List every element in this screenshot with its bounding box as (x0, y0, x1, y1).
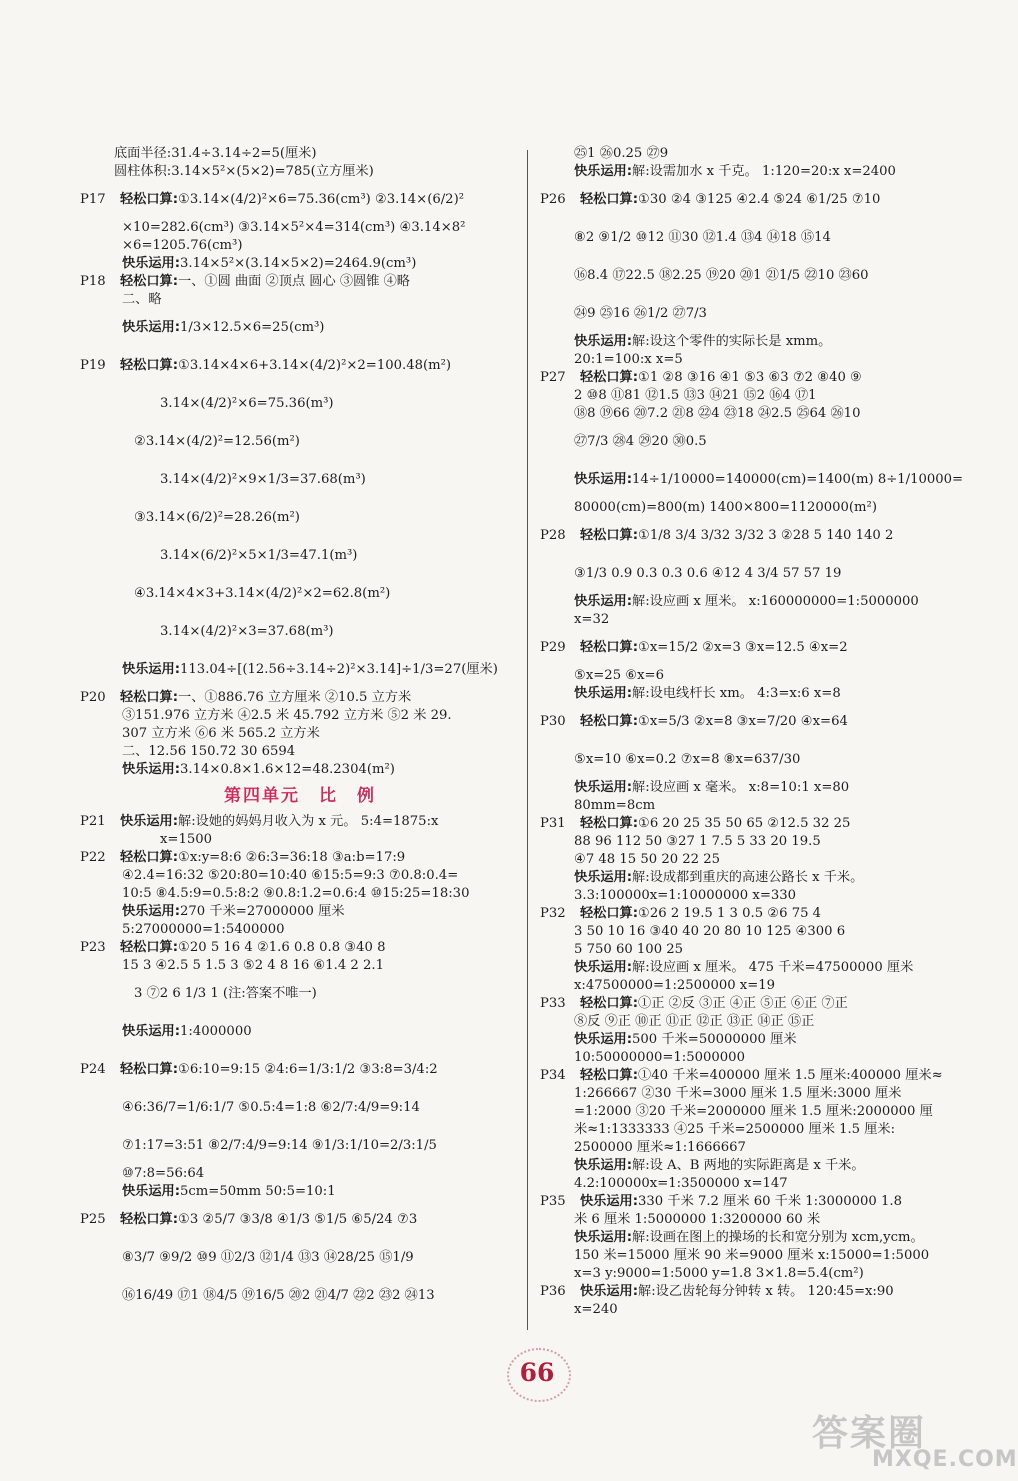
answer-line (540, 667, 970, 685)
answer-line (540, 941, 970, 959)
answer-line (540, 1103, 970, 1121)
answer-text: ⑦1:17=3:51 ⑧2/7:4/9=9:14 ⑨1/3:1/10=2/3:1/5 (122, 1138, 437, 1153)
answer-line (540, 611, 970, 629)
answer-line (540, 703, 970, 741)
answer-text: 2 ⑩8 ⑪81 ⑫1.5 ⑬3 ⑭21 ⑮2 ⑯4 ⑰1 (574, 388, 817, 403)
page-ref: P18 (80, 274, 106, 289)
answer-line (80, 499, 520, 537)
answer-label: 轻松口算: (120, 940, 179, 955)
answer-text: ①30 ②4 ③125 ④2.4 ⑤24 ⑥1/25 ⑦10 (638, 192, 881, 207)
answer-text: ①3.14×4×6+3.14×(4/2)²×2=100.48(m²) (178, 358, 452, 373)
answer-text: ×10=282.6(cm³) ③3.14×5²×4=314(cm³) ④3.14×8² (122, 220, 466, 235)
answer-line (540, 1247, 970, 1265)
answer-line (540, 1085, 970, 1103)
answer-line (540, 869, 970, 887)
column-divider (527, 150, 528, 1330)
answer-line (80, 1165, 520, 1183)
answer-line (540, 145, 970, 163)
page-ref: P19 (80, 358, 106, 373)
answer-line (80, 385, 520, 423)
answer-line (540, 887, 970, 905)
answer-text: =1:2000 ③20 千米=2000000 厘米 1.5 厘米:2000000 厘 (574, 1104, 933, 1119)
watermark (812, 1405, 1018, 1475)
answer-line (80, 145, 520, 163)
answer-text: 10:5 ⑧4.5:9=0.5:8:2 ⑨0.8:1.2=0.6:4 ⑩15:25=18:30 (122, 886, 470, 901)
answer-line (80, 273, 520, 291)
answer-line (540, 1139, 970, 1157)
answer-text: ①x:y=8:6 ②6:3=36:18 ③a:b=17:9 (178, 850, 406, 865)
answer-text: x=3 y:9000=1:5000 y=1.8 3×1.8=5.4(cm²) (574, 1266, 864, 1281)
answer-label: 轻松口算: (580, 192, 639, 207)
answer-label: 快乐运用: (122, 662, 181, 677)
answer-line (80, 725, 520, 743)
answer-text: ③151.976 立方米 ④2.5 米 45.792 立方米 ⑤2 米 29. (122, 708, 452, 723)
answer-text: ①3 ②5/7 ③3/8 ④1/3 ⑤1/5 ⑥5/24 ⑦3 (178, 1212, 418, 1227)
answer-line (80, 237, 520, 255)
watermark-title: 答案圈 (812, 1413, 927, 1454)
answer-line (80, 575, 520, 613)
answer-text: ④6:36/7=1/6:1/7 ⑤0.5:4=1:8 ⑥2/7:4/9=9:14 (122, 1100, 420, 1115)
answer-text: 米≈1:1333333 ④25 千米=2500000 厘米 1.5 厘米: (574, 1122, 896, 1137)
answer-line (80, 461, 520, 499)
answer-text: 5 750 60 100 25 (574, 942, 684, 957)
answer-text: ④3.14×4×3+3.14×(4/2)²×2=62.8(m²) (134, 586, 391, 601)
answer-line (80, 1201, 520, 1239)
answer-label: 快乐运用: (574, 1230, 633, 1245)
answer-text: 解:设她的妈妈月收入为 x 元。 5:4=1875:x (178, 814, 439, 829)
answer-line (80, 309, 520, 347)
answer-line (80, 849, 520, 867)
answer-label: 快乐运用: (574, 870, 633, 885)
answer-text: 3.14×(4/2)²×6=75.36(m³) (160, 396, 334, 411)
answer-line (80, 255, 520, 273)
answer-text: 2500000 厘米≈1:1666667 (574, 1140, 746, 1155)
answer-line (80, 613, 520, 651)
answer-text: 5cm=50mm 50:5=10:1 (180, 1184, 336, 1199)
answer-text: 80mm=8cm (574, 798, 656, 813)
answer-line (540, 1229, 970, 1247)
answer-text: ①1/8 3/4 3/32 3/32 3 ②28 5 140 140 2 (638, 528, 894, 543)
answer-text: ⑧3/7 ⑨9/2 ⑩9 ⑪2/3 ⑫1/4 ⑬3 ⑭28/25 ⑮1/9 (122, 1250, 414, 1265)
answer-text: ⑱8 ⑲66 ⑳7.2 ㉑8 ㉒4 ㉓18 ㉔2.5 ㉕64 ㉖10 (574, 406, 861, 421)
answer-text: 80000(cm)=800(m) 1400×800=1120000(m²) (574, 500, 877, 515)
answer-label: 快乐运用: (580, 1194, 639, 1209)
unit-heading: 第四单元 比 例 (224, 786, 376, 806)
page-ref: P24 (80, 1062, 106, 1077)
answer-text: 底面半径:31.4÷3.14÷2=5(厘米) (114, 146, 317, 161)
answer-text: 二、略 (122, 292, 162, 307)
answer-line (80, 1127, 520, 1165)
answer-text: 解:设乙齿轮每分钟转 x 转。 120:45=x:90 (638, 1284, 894, 1299)
answer-line (540, 181, 970, 219)
answer-line (540, 1049, 970, 1067)
answer-line (540, 959, 970, 977)
answer-line (80, 1089, 520, 1127)
answer-line (540, 1031, 970, 1049)
page-number-text: 66 (519, 1358, 555, 1387)
answer-label: 轻松口算: (120, 690, 179, 705)
answer-text: ⑯8.4 ⑰22.5 ⑱2.25 ⑲20 ⑳1 ㉑1/5 ㉒10 ㉓60 (574, 268, 869, 283)
answer-text: x=1500 (160, 832, 213, 847)
answer-text: 3.14×(4/2)²×3=37.68(m³) (160, 624, 334, 639)
answer-line (540, 593, 970, 611)
answer-text: x=240 (574, 1302, 618, 1317)
answer-label: 轻松口算: (580, 1068, 639, 1083)
page-ref: P21 (80, 814, 106, 829)
answer-label: 快乐运用: (574, 1032, 633, 1047)
answer-line (80, 537, 520, 575)
answer-text: ×6=1205.76(cm³) (122, 238, 243, 253)
answer-label: 轻松口算: (120, 1212, 179, 1227)
answer-line (540, 517, 970, 555)
answer-line (80, 975, 520, 1013)
answer-label: 轻松口算: (580, 996, 639, 1011)
answer-label: 快乐运用: (574, 960, 633, 975)
answer-line (80, 423, 520, 461)
answer-line (540, 1193, 970, 1211)
answer-line (80, 1051, 520, 1089)
answer-text: 10:50000000=1:5000000 (574, 1050, 745, 1065)
answer-label: 快乐运用: (122, 904, 181, 919)
answer-label: 快乐运用: (574, 1158, 633, 1173)
answer-line (80, 957, 520, 975)
answer-label: 快乐运用: (120, 814, 179, 829)
answer-text: ⑯16/49 ⑰1 ⑱4/5 ⑲16/5 ⑳2 ㉑4/7 ㉒2 ㉓2 ㉔13 (122, 1288, 435, 1303)
answer-line (540, 1157, 970, 1175)
answer-text: 解:设成都到重庆的高速公路长 x 千米。 (632, 870, 864, 885)
answer-line (540, 779, 970, 797)
page-ref: P26 (540, 192, 566, 207)
answer-text: ③3.14×(6/2)²=28.26(m²) (134, 510, 300, 525)
answer-label: 快乐运用: (574, 780, 633, 795)
answer-line (540, 1121, 970, 1139)
answer-label: 快乐运用: (574, 334, 633, 349)
answer-text: 5:27000000=1:5400000 (122, 922, 285, 937)
page-ref: P32 (540, 906, 566, 921)
page-ref: P31 (540, 816, 566, 831)
answer-text: 88 96 112 50 ③27 1 7.5 5 33 20 19.5 (574, 834, 821, 849)
answer-label: 轻松口算: (580, 528, 639, 543)
answer-text: 解:设应画 x 厘米。 475 千米=47500000 厘米 (632, 960, 914, 975)
answer-line (540, 257, 970, 295)
answer-label: 轻松口算: (120, 850, 179, 865)
answer-text: 解:设 A、B 两地的实际距离是 x 千米。 (632, 1158, 865, 1173)
page-ref: P23 (80, 940, 106, 955)
answer-text: ㉔9 ㉕16 ㉖1/2 ㉗7/3 (574, 306, 707, 321)
answer-line (80, 689, 520, 707)
answer-line (540, 995, 970, 1013)
answer-text: 解:设需加水 x 千克。 1:120=20:x x=2400 (632, 164, 896, 179)
answer-label: 快乐运用: (574, 164, 633, 179)
answer-text: 3.14×0.8×1.6×12=48.2304(m²) (180, 762, 395, 777)
answer-line (540, 1283, 970, 1301)
answer-text: ㉕1 ㉖0.25 ㉗9 (574, 146, 669, 161)
answer-label: 快乐运用: (574, 594, 633, 609)
answer-text: 20:1=100:x x=5 (574, 352, 683, 367)
answer-text: x:47500000=1:2500000 x=19 (574, 978, 776, 993)
answer-line (80, 1183, 520, 1201)
answer-line (540, 797, 970, 815)
answer-line (540, 1211, 970, 1229)
answer-text: x=32 (574, 612, 610, 627)
answer-text: ①x=15/2 ②x=3 ③x=12.5 ④x=2 (638, 640, 848, 655)
answer-label: 轻松口算: (580, 640, 639, 655)
answer-text: 米 6 厘米 1:5000000 1:3200000 60 米 (574, 1212, 821, 1227)
answer-text: 1:266667 ②30 千米=3000 厘米 1.5 厘米:3000 厘米 (574, 1086, 902, 1101)
page-ref: P25 (80, 1212, 106, 1227)
answer-line (540, 905, 970, 923)
answer-line (80, 921, 520, 939)
answer-line (540, 499, 970, 517)
answer-label: 轻松口算: (120, 1062, 179, 1077)
answer-line (540, 1265, 970, 1283)
answer-label: 轻松口算: (120, 358, 179, 373)
answer-text: ⑧2 ⑨1/2 ⑩12 ⑪30 ⑫1.4 ⑬4 ⑭18 ⑮14 (574, 230, 831, 245)
answer-text: ①1 ②8 ③16 ④1 ⑤3 ⑥3 ⑦2 ⑧40 ⑨ (638, 370, 862, 385)
answer-line (80, 885, 520, 903)
answer-line (540, 387, 970, 405)
answer-label: 快乐运用: (122, 1024, 181, 1039)
answer-text: ①3.14×(4/2)²×6=75.36(cm³) ②3.14×(6/2)² (178, 192, 465, 207)
page-ref: P20 (80, 690, 106, 705)
answer-text: 150 米=15000 厘米 90 米=9000 厘米 x:15000=1:5000 (574, 1248, 930, 1263)
answer-text: 14÷1/10000=140000(cm)=1400(m) 8÷1/10000= (632, 472, 964, 487)
answer-text: 1:4000000 (180, 1024, 252, 1039)
answer-text: ①26 2 19.5 1 3 0.5 ②6 75 4 (638, 906, 822, 921)
answer-label: 快乐运用: (574, 472, 633, 487)
answer-text: 113.04÷[(12.56÷3.14÷2)²×3.14]÷1/3=27(厘米) (180, 662, 498, 677)
answer-line (540, 741, 970, 779)
answer-label: 轻松口算: (580, 714, 639, 729)
answer-text: ③1/3 0.9 0.3 0.3 0.6 ④12 4 3/4 57 57 19 (574, 566, 842, 581)
answer-text: 解:设这个零件的实际长是 xmm。 (632, 334, 832, 349)
answer-line (540, 1013, 970, 1031)
answer-line (540, 977, 970, 995)
answer-line (540, 423, 970, 461)
answer-text: ①40 千米=400000 厘米 1.5 厘米:400000 厘米≈ (638, 1068, 943, 1083)
answer-text: 一、①圆 曲面 ②顶点 圆心 ③圆锥 ④略 (178, 274, 410, 289)
page-ref: P17 (80, 192, 106, 207)
answer-text: ⑤x=10 ⑥x=0.2 ⑦x=8 ⑧x=637/30 (574, 752, 801, 767)
page-ref: P22 (80, 850, 106, 865)
answer-line (540, 833, 970, 851)
answer-line (540, 461, 970, 499)
page-ref: P27 (540, 370, 566, 385)
answer-line (80, 163, 520, 181)
answer-line (540, 333, 970, 351)
left-column (80, 145, 520, 1315)
answer-label: 轻松口算: (120, 192, 179, 207)
answer-line (540, 405, 970, 423)
answer-label: 快乐运用: (574, 686, 633, 701)
answer-text: 3.14×5²×(3.14×5×2)=2464.9(cm³) (180, 256, 417, 271)
answer-line (540, 369, 970, 387)
answer-line (540, 1301, 970, 1319)
answer-line (540, 629, 970, 667)
answer-line (540, 1175, 970, 1193)
answer-text: 3 50 10 16 ③40 40 20 80 10 125 ④300 6 (574, 924, 846, 939)
answer-line (80, 903, 520, 921)
answer-text: 3.14×(4/2)²×9×1/3=37.68(m³) (160, 472, 366, 487)
answer-text: ㉗7/3 ㉘4 ㉙20 ㉚0.5 (574, 434, 707, 449)
page-ref: P30 (540, 714, 566, 729)
answer-line (540, 923, 970, 941)
answer-line (540, 163, 970, 181)
answer-line (80, 707, 520, 725)
answer-line (80, 743, 520, 761)
answer-line (540, 555, 970, 593)
answer-text: ①x=5/3 ②x=8 ③x=7/20 ④x=64 (638, 714, 848, 729)
answer-text: 一、①886.76 立方厘米 ②10.5 立方米 (178, 690, 412, 705)
answer-line (80, 291, 520, 309)
answer-text: 解:设画在图上的操场的长和宽分别为 xcm,ycm。 (632, 1230, 924, 1245)
page-number (505, 1352, 569, 1394)
answer-text: ①6:10=9:15 ②4:6=1/3:1/2 ③3:8=3/4:2 (178, 1062, 438, 1077)
watermark-url: MXQE.COM (872, 1447, 1018, 1472)
answer-text: ①6 20 25 35 50 65 ②12.5 32 25 (638, 816, 851, 831)
answer-line (80, 939, 520, 957)
answer-text: 解:设应画 x 厘米。 x:160000000=1:5000000 (632, 594, 919, 609)
answer-text: 307 立方米 ⑥6 米 565.2 立方米 (122, 726, 320, 741)
answer-line (540, 351, 970, 369)
answer-text: ②3.14×(4/2)²=12.56(m²) (134, 434, 300, 449)
page-ref: P35 (540, 1194, 566, 1209)
answer-text: ①20 5 16 4 ②1.6 0.8 0.8 ③40 8 (178, 940, 386, 955)
answer-line (80, 1239, 520, 1277)
answer-text: ④7 48 15 50 20 22 25 (574, 852, 721, 867)
answer-label: 快乐运用: (580, 1284, 639, 1299)
answer-label: 快乐运用: (122, 762, 181, 777)
answer-line (80, 867, 520, 885)
answer-text: 270 千米=27000000 厘米 (180, 904, 345, 919)
answer-text: 二、12.56 150.72 30 6594 (122, 744, 296, 759)
answer-text: 3 ⑦2 6 1/3 1 (注:答案不唯一) (134, 986, 317, 1001)
answer-line (80, 831, 520, 849)
answer-text: 解:设应画 x 毫米。 x:8=10:1 x=80 (632, 780, 850, 795)
answer-text: ④2.4=16:32 ⑤20:80=10:40 ⑥15:5=9:3 ⑦0.8:0.4= (122, 868, 459, 883)
answer-line (80, 219, 520, 237)
answer-text: 圆柱体积:3.14×5²×(5×2)=785(立方厘米) (114, 164, 374, 179)
answer-label: 轻松口算: (580, 906, 639, 921)
page-ref: P29 (540, 640, 566, 655)
answer-text: ⑧反 ⑨正 ⑩正 ⑪正 ⑫正 ⑬正 ⑭正 ⑮正 (574, 1014, 815, 1029)
answer-line (80, 347, 520, 385)
right-column (540, 145, 970, 1319)
page-ref: P28 (540, 528, 566, 543)
answer-line (80, 651, 520, 689)
answer-line (80, 813, 520, 831)
answer-text: ⑩7:8=56:64 (122, 1166, 205, 1181)
answer-label: 快乐运用: (122, 1184, 181, 1199)
answer-text: 3.14×(6/2)²×5×1/3=47.1(m³) (160, 548, 358, 563)
answer-label: 快乐运用: (122, 256, 181, 271)
answer-line (80, 1013, 520, 1051)
answer-text: 3.3:100000x=1:10000000 x=330 (574, 888, 797, 903)
answer-line (540, 219, 970, 257)
answer-line (540, 295, 970, 333)
answer-line (540, 1067, 970, 1085)
answer-line (540, 685, 970, 703)
page-ref: P34 (540, 1068, 566, 1083)
answer-text: 4.2:100000x=1:3500000 x=147 (574, 1176, 788, 1191)
answer-line (540, 851, 970, 869)
answer-line (80, 1277, 520, 1315)
answer-text: 330 千米 7.2 厘米 60 千米 1:3000000 1.8 (638, 1194, 902, 1209)
answer-label: 快乐运用: (122, 320, 181, 335)
page-ref: P33 (540, 996, 566, 1011)
answer-line (80, 181, 520, 219)
answer-text: ①正 ②反 ③正 ④正 ⑤正 ⑥正 ⑦正 (638, 996, 848, 1011)
answer-text: 1/3×12.5×6=25(cm³) (180, 320, 325, 335)
answer-label: 轻松口算: (580, 370, 639, 385)
answer-line (540, 815, 970, 833)
answer-text: 500 千米=50000000 厘米 (632, 1032, 797, 1047)
answer-text: 解:设电线杆长 xm。 4:3=x:6 x=8 (632, 686, 841, 701)
page-ref: P36 (540, 1284, 566, 1299)
answer-label: 轻松口算: (580, 816, 639, 831)
answer-text: ⑤x=25 ⑥x=6 (574, 668, 664, 683)
answer-text: 15 3 ④2.5 5 1.5 3 ⑤2 4 8 16 ⑥1.4 2 2.1 (122, 958, 384, 973)
answer-label: 轻松口算: (120, 274, 179, 289)
answer-line (80, 761, 520, 779)
